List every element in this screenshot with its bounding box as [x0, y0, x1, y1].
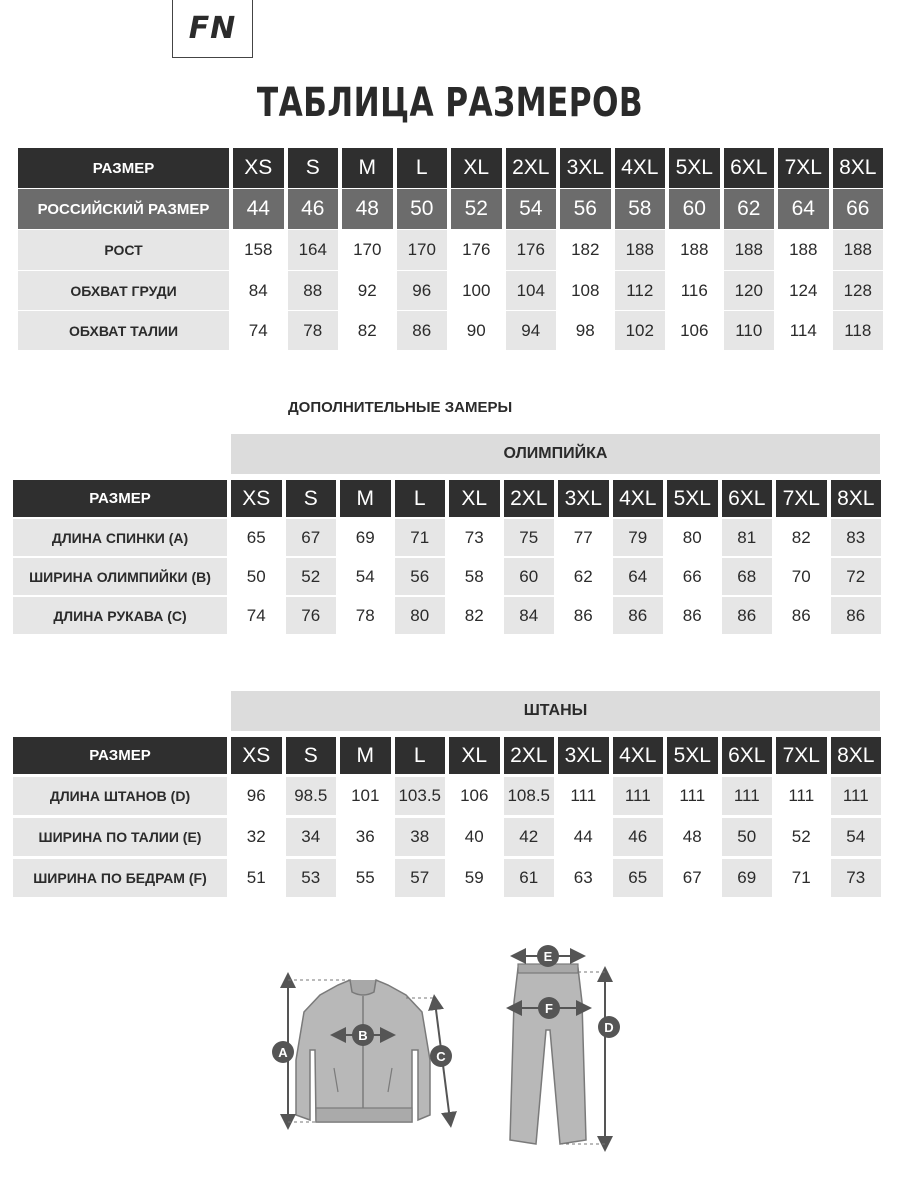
table-cell: 104	[506, 271, 557, 310]
table-cell: 111	[570, 786, 597, 805]
pants-size-table	[13, 737, 881, 897]
table-cell: 118	[833, 311, 884, 350]
table-cell: 55	[355, 868, 375, 887]
row-label: ДЛИНА СПИНКИ (A)	[13, 519, 227, 556]
table-cell: 164	[288, 230, 339, 270]
additional-measures-title: ДОПОЛНИТЕЛЬНЫЕ ЗАМЕРЫ	[288, 399, 513, 416]
table-cell: 67	[286, 519, 337, 556]
table-cell: 94	[506, 311, 557, 350]
table-cell: 82	[357, 320, 377, 340]
pants-size-header-cell: XL	[449, 737, 500, 774]
table-cell: 170	[353, 240, 382, 259]
table-cell: 72	[831, 558, 882, 595]
table-cell: 71	[395, 519, 446, 556]
jacket-size-header-label: РАЗМЕР	[13, 480, 227, 517]
pants-illustration	[510, 964, 586, 1144]
size-header-cell: 5XL	[669, 148, 720, 188]
table-cell: 188	[789, 240, 818, 259]
table-cell: 61	[504, 859, 555, 897]
jacket-size-header-cell: 5XL	[667, 480, 718, 517]
ru-size-cell: 44	[233, 189, 284, 229]
table-cell: 32	[246, 827, 266, 846]
jacket-size-header-cell: M	[340, 480, 391, 517]
table-cell: 65	[613, 859, 664, 897]
ru-size-cell: 56	[560, 189, 611, 229]
table-cell: 60	[504, 558, 555, 595]
table-cell: 71	[791, 868, 811, 887]
size-header-cell: XS	[233, 148, 284, 188]
size-header-cell: XL	[451, 148, 502, 188]
table-cell: 52	[286, 558, 337, 595]
size-header-cell: M	[342, 148, 393, 188]
table-cell: 59	[464, 868, 484, 887]
jacket-size-header-cell: 3XL	[558, 480, 609, 517]
table-cell: 96	[246, 786, 266, 805]
table-cell: 57	[395, 859, 446, 897]
table-cell: 111	[788, 786, 815, 805]
pants-size-header-cell: 3XL	[558, 737, 609, 774]
table-cell: 66	[682, 566, 702, 586]
table-cell: 56	[395, 558, 446, 595]
measurement-diagram	[260, 940, 640, 1155]
table-cell: 76	[286, 597, 337, 634]
pants-size-header-cell: 7XL	[776, 737, 827, 774]
pants-section-header: ШТАНЫ	[231, 691, 880, 731]
table-cell: 111	[831, 777, 882, 815]
table-cell: 108	[571, 280, 600, 300]
marker-f-label: F	[545, 1001, 553, 1016]
table-cell: 120	[724, 271, 775, 310]
table-cell: 70	[791, 566, 811, 586]
size-header-cell: 3XL	[560, 148, 611, 188]
marker-a-label: A	[278, 1045, 288, 1060]
table-cell: 86	[573, 605, 593, 625]
table-cell: 74	[248, 320, 268, 340]
pants-size-header-cell: 2XL	[504, 737, 555, 774]
row-label: ШИРИНА ОЛИМПИЙКИ (B)	[13, 558, 227, 595]
table-cell: 86	[613, 597, 664, 634]
table-cell: 112	[615, 271, 666, 310]
pants-size-header-cell: L	[395, 737, 446, 774]
table-cell: 108.5	[504, 777, 555, 815]
jacket-size-header-cell: 8XL	[831, 480, 882, 517]
table-cell: 110	[724, 311, 775, 350]
table-cell: 69	[722, 859, 773, 897]
table-cell: 86	[722, 597, 773, 634]
brand-logo-text: FN	[188, 11, 237, 46]
table-cell: 42	[504, 818, 555, 856]
table-cell: 48	[682, 827, 702, 846]
jacket-size-header-cell: 2XL	[504, 480, 555, 517]
table-cell: 116	[680, 280, 708, 300]
table-cell: 102	[615, 311, 666, 350]
brand-logo	[172, 0, 253, 58]
table-cell: 176	[462, 240, 491, 259]
table-cell: 84	[504, 597, 555, 634]
ru-size-cell: 46	[288, 189, 339, 229]
jacket-size-header-cell: L	[395, 480, 446, 517]
row-label: ДЛИНА ШТАНОВ (D)	[13, 777, 227, 815]
table-cell: 182	[571, 240, 600, 259]
table-cell: 111	[613, 777, 664, 815]
pants-size-header-cell: M	[340, 737, 391, 774]
table-cell: 68	[722, 558, 773, 595]
ru-size-cell: 54	[506, 189, 557, 229]
table-cell: 176	[506, 230, 557, 270]
ru-size-cell: 66	[833, 189, 884, 229]
table-cell: 111	[679, 786, 706, 805]
pants-size-header-label: РАЗМЕР	[13, 737, 227, 774]
table-cell: 128	[833, 271, 884, 310]
jacket-size-header-cell: S	[286, 480, 337, 517]
marker-e-label: E	[543, 949, 553, 964]
pants-size-header-cell: 6XL	[722, 737, 773, 774]
ru-size-cell: 52	[451, 189, 502, 229]
table-cell: 54	[831, 818, 882, 856]
table-cell: 54	[355, 566, 375, 586]
table-cell: 100	[462, 280, 491, 300]
table-cell: 83	[831, 519, 882, 556]
table-cell: 67	[682, 868, 702, 887]
row-label: ШИРИНА ПО БЕДРАМ (F)	[13, 859, 227, 897]
row-label: ОБХВАТ ГРУДИ	[18, 271, 229, 310]
table-cell: 124	[789, 280, 818, 300]
table-cell: 53	[286, 859, 337, 897]
ru-size-label: РОССИЙСКИЙ РАЗМЕР	[18, 189, 229, 229]
table-cell: 111	[722, 777, 773, 815]
table-cell: 86	[682, 605, 702, 625]
jacket-size-header-cell: 6XL	[722, 480, 773, 517]
table-cell: 170	[397, 230, 448, 270]
table-cell: 36	[355, 827, 375, 846]
table-cell: 80	[395, 597, 446, 634]
table-cell: 82	[464, 605, 484, 625]
table-cell: 63	[573, 868, 593, 887]
table-cell: 88	[288, 271, 339, 310]
jacket-size-header-cell: XL	[449, 480, 500, 517]
table-cell: 34	[286, 818, 337, 856]
table-cell: 44	[573, 827, 593, 846]
table-cell: 188	[833, 230, 884, 270]
jacket-size-table	[13, 480, 881, 634]
ru-size-cell: 58	[615, 189, 666, 229]
table-cell: 38	[395, 818, 446, 856]
page-title: ТАБЛИЦА РАЗМЕРОВ	[256, 80, 644, 126]
table-cell: 98.5	[286, 777, 337, 815]
ru-size-cell: 62	[724, 189, 775, 229]
table-cell: 101	[351, 786, 380, 805]
table-cell: 96	[397, 271, 448, 310]
table-cell: 78	[355, 605, 375, 625]
table-cell: 73	[831, 859, 882, 897]
table-cell: 58	[464, 566, 484, 586]
size-header-cell: 8XL	[833, 148, 884, 188]
table-cell: 106	[460, 786, 489, 805]
ru-size-cell: 48	[342, 189, 393, 229]
row-label: РОСТ	[18, 230, 229, 270]
size-header-cell: L	[397, 148, 448, 188]
size-header-label: РАЗМЕР	[18, 148, 229, 188]
table-cell: 188	[724, 230, 775, 270]
table-cell: 52	[791, 827, 811, 846]
jacket-illustration	[296, 980, 430, 1122]
table-cell: 90	[466, 320, 486, 340]
table-cell: 74	[246, 605, 266, 625]
jacket-section-header: ОЛИМПИЙКА	[231, 434, 880, 474]
table-cell: 50	[246, 566, 266, 586]
table-cell: 81	[722, 519, 773, 556]
marker-d-label: D	[604, 1020, 614, 1035]
pants-size-header-cell: S	[286, 737, 337, 774]
pants-size-header-cell: 8XL	[831, 737, 882, 774]
table-cell: 188	[680, 240, 709, 259]
table-cell: 106	[680, 320, 709, 340]
size-header-cell: 7XL	[778, 148, 829, 188]
table-cell: 46	[613, 818, 664, 856]
row-label: ДЛИНА РУКАВА (C)	[13, 597, 227, 634]
table-cell: 103.5	[395, 777, 446, 815]
table-cell: 50	[722, 818, 773, 856]
pants-size-header-cell: 4XL	[613, 737, 664, 774]
size-header-cell: 6XL	[724, 148, 775, 188]
table-cell: 77	[573, 527, 593, 547]
table-cell: 75	[504, 519, 555, 556]
marker-c-label: C	[436, 1049, 446, 1064]
table-cell: 92	[357, 280, 377, 300]
table-cell: 84	[248, 280, 268, 300]
table-cell: 86	[397, 311, 448, 350]
ru-size-cell: 50	[397, 189, 448, 229]
row-label: ОБХВАТ ТАЛИИ	[18, 311, 229, 350]
table-cell: 64	[613, 558, 664, 595]
table-cell: 69	[355, 527, 375, 547]
table-cell: 40	[464, 827, 484, 846]
table-cell: 114	[789, 320, 817, 340]
table-cell: 158	[244, 240, 273, 259]
table-cell: 82	[791, 527, 811, 547]
marker-b-label: B	[358, 1028, 368, 1043]
table-cell: 65	[246, 527, 266, 547]
jacket-size-header-cell: XS	[231, 480, 282, 517]
table-cell: 98	[575, 320, 595, 340]
table-cell: 79	[613, 519, 664, 556]
size-header-cell: 4XL	[615, 148, 666, 188]
jacket-size-header-cell: 4XL	[613, 480, 664, 517]
table-cell: 73	[464, 527, 484, 547]
table-cell: 51	[246, 868, 266, 887]
size-header-cell: 2XL	[506, 148, 557, 188]
table-cell: 78	[288, 311, 339, 350]
table-cell: 86	[831, 597, 882, 634]
table-cell: 80	[682, 527, 702, 547]
pants-size-header-cell: XS	[231, 737, 282, 774]
size-header-cell: S	[288, 148, 339, 188]
main-size-table	[18, 148, 881, 350]
pants-size-header-cell: 5XL	[667, 737, 718, 774]
table-cell: 86	[791, 605, 811, 625]
table-cell: 188	[615, 230, 666, 270]
ru-size-cell: 64	[778, 189, 829, 229]
jacket-size-header-cell: 7XL	[776, 480, 827, 517]
ru-size-cell: 60	[669, 189, 720, 229]
table-cell: 62	[573, 566, 593, 586]
row-label: ШИРИНА ПО ТАЛИИ (E)	[13, 818, 227, 856]
